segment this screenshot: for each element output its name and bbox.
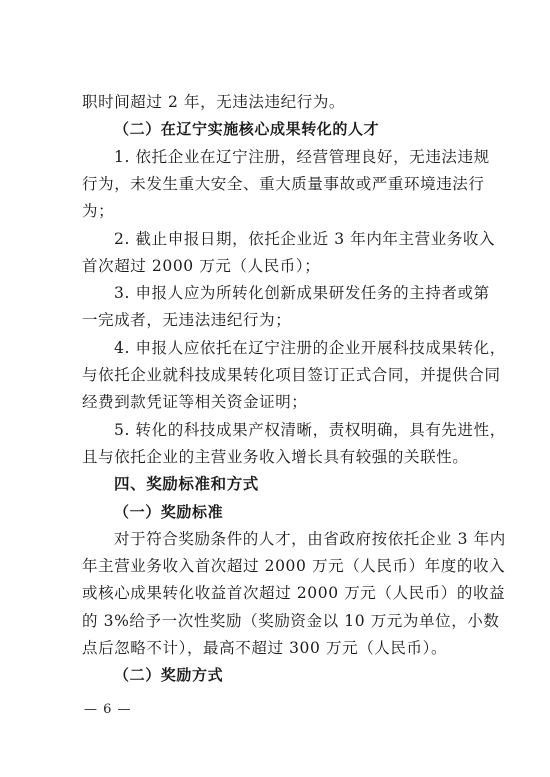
- paragraph-line: 对于符合奖励条件的人才，由省政府按依托企业 3 年内: [114, 529, 506, 548]
- section-subheading: （二）在辽宁实施核心成果转化的人才: [114, 120, 380, 139]
- page-number: — 6 —: [84, 701, 132, 717]
- paragraph-line: 经费到款凭证等相关资金证明；: [82, 393, 308, 412]
- section-subheading: （二）奖励方式: [114, 666, 224, 685]
- paragraph-line: 5. 转化的科技成果产权清晰，责权明确，具有先进性，: [114, 420, 506, 439]
- paragraph-line: 行为，未发生重大安全、重大质量事故或严重环境违法行: [82, 174, 485, 193]
- paragraph-line: 2. 截止申报日期，依托企业近 3 年内年主营业务收入: [114, 229, 496, 248]
- paragraph-line: 1. 依托企业在辽宁注册，经营管理良好，无违法违规: [114, 147, 490, 166]
- paragraph-line: 3. 申报人应为所转化创新成果研发任务的主持者或第: [114, 284, 490, 303]
- paragraph-line: 或核心成果转化收益首次超过 2000 万元（人民币）的收益: [82, 584, 506, 603]
- section-heading: 四、奖励标准和方式: [114, 475, 259, 494]
- paragraph-line: 且与依托企业的主营业务收入增长具有较强的关联性。: [82, 447, 469, 466]
- paragraph-line: 年主营业务收入首次超过 2000 万元（人民币）年度的收入: [82, 557, 506, 576]
- paragraph-line: 4. 申报人应依托在辽宁注册的企业开展科技成果转化，: [114, 338, 506, 357]
- paragraph-line: 一完成者，无违法违纪行为；: [82, 311, 292, 330]
- paragraph-line: 的 3%给予一次性奖励（奖励资金以 10 万元为单位，小数: [82, 611, 500, 630]
- paragraph-line: 为；: [82, 202, 115, 221]
- paragraph-line: 首次超过 2000 万元（人民币）；: [82, 256, 321, 275]
- section-subheading: （一）奖励标准: [114, 502, 224, 521]
- paragraph-line: 与依托企业就科技成果转化项目签订正式合同，并提供合同: [82, 366, 501, 384]
- paragraph-line: 职时间超过 2 年，无违法违纪行为。: [82, 93, 346, 111]
- paragraph-line: 点后忽略不计），最高不超过 300 万元（人民币）。: [82, 639, 448, 657]
